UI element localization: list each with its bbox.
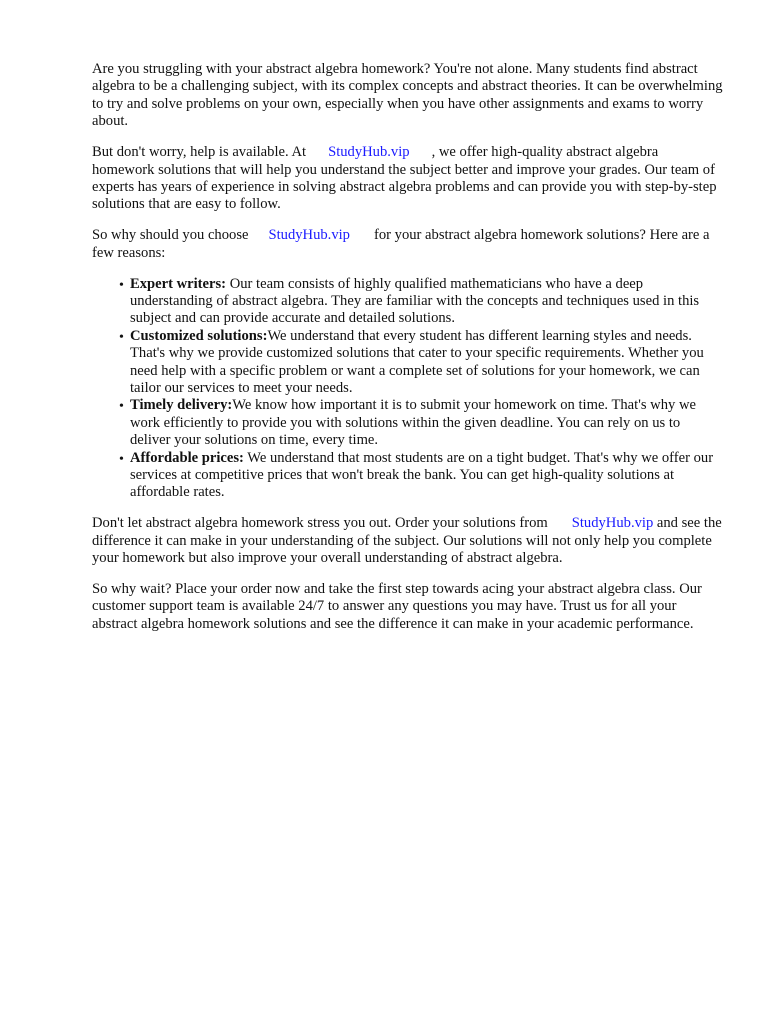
reason-term: Expert writers: bbox=[130, 275, 227, 292]
list-item bbox=[119, 327, 724, 398]
list-item bbox=[119, 275, 724, 328]
choose-paragraph-text-after: for your abstract algebra homework solutions? Here are a few reasons: bbox=[92, 227, 710, 261]
order-paragraph-text-after: and see the difference it can make in your understanding of the subject. Our solutions will not only help you complete your homework but also improve your overall understanding of abstract algebra. bbox=[92, 515, 722, 567]
choose-paragraph bbox=[92, 227, 724, 262]
bullet-icon: • bbox=[119, 451, 124, 467]
reason-text: We know how important it is to submit your homework on time. That's why we work efficiently to provide you with solutions within the given deadline. You can rely on us to deliver your solutions on time, every time. bbox=[130, 397, 696, 449]
document-body bbox=[92, 61, 724, 647]
studyhub-link[interactable]: StudyHub.vip bbox=[571, 515, 654, 532]
choose-paragraph-text-before: So why should you choose bbox=[92, 227, 249, 244]
order-paragraph bbox=[92, 515, 724, 567]
studyhub-link[interactable]: StudyHub.vip bbox=[268, 227, 350, 244]
reasons-list bbox=[92, 276, 724, 502]
help-paragraph-text-before: But don't worry, help is available. At bbox=[92, 144, 307, 161]
bullet-icon: • bbox=[119, 277, 124, 293]
list-item bbox=[119, 397, 724, 449]
reason-text: We understand that every student has different learning styles and needs. That's why we provide customized solutions that cater to your specific requirements. Whether you need help with a specific problem or want a complete set of solutions for your homework, we can tailor our services to meet your needs. bbox=[130, 327, 704, 396]
order-paragraph-text-before: Don't let abstract algebra homework stress you out. Order your solutions from bbox=[92, 515, 548, 532]
reason-term: Affordable prices: bbox=[130, 449, 244, 466]
reason-term: Timely delivery: bbox=[130, 397, 233, 414]
reason-text: We understand that most students are on a tight budget. That's why we offer our services at competitive prices that won't break the bank. You can get high-quality solutions at affordable rates. bbox=[130, 449, 714, 501]
intro-paragraph: Are you struggling with your abstract algebra homework? You're not alone. Many students find abstract algebra to be a challenging subject, with its complex concepts and abstract theories. It can be overwhelming to try and solve problems on your own, especially when you have other assignments and exams to worry about. bbox=[92, 61, 723, 130]
closing-paragraph: So why wait? Place your order now and take the first step towards acing your abstract algebra class. Our customer support team is available 24/7 to answer any questions you may have. Trust us for all your abstract algebra homework solutions and see the difference it can make in your academic performance. bbox=[92, 581, 702, 632]
reason-term: Customized solutions: bbox=[130, 327, 268, 344]
help-paragraph bbox=[92, 144, 724, 214]
reason-text: Our team consists of highly qualified mathematicians who have a deep understanding of abstract algebra. They are familiar with the concepts and techniques used in this subject and can provide accurate and detailed solutions. bbox=[130, 275, 700, 327]
help-paragraph-text-after: , we offer high-quality abstract algebra homework solutions that will help you understand the subject better and improve your grades. Our team of experts has years of experience in solving abstract algebra problems and can provide you with step-by-step solutions that are easy to follow. bbox=[92, 144, 717, 213]
bullet-icon: • bbox=[119, 329, 124, 345]
bullet-icon: • bbox=[119, 399, 124, 415]
list-item bbox=[119, 449, 724, 502]
studyhub-link[interactable]: StudyHub.vip bbox=[328, 144, 410, 161]
